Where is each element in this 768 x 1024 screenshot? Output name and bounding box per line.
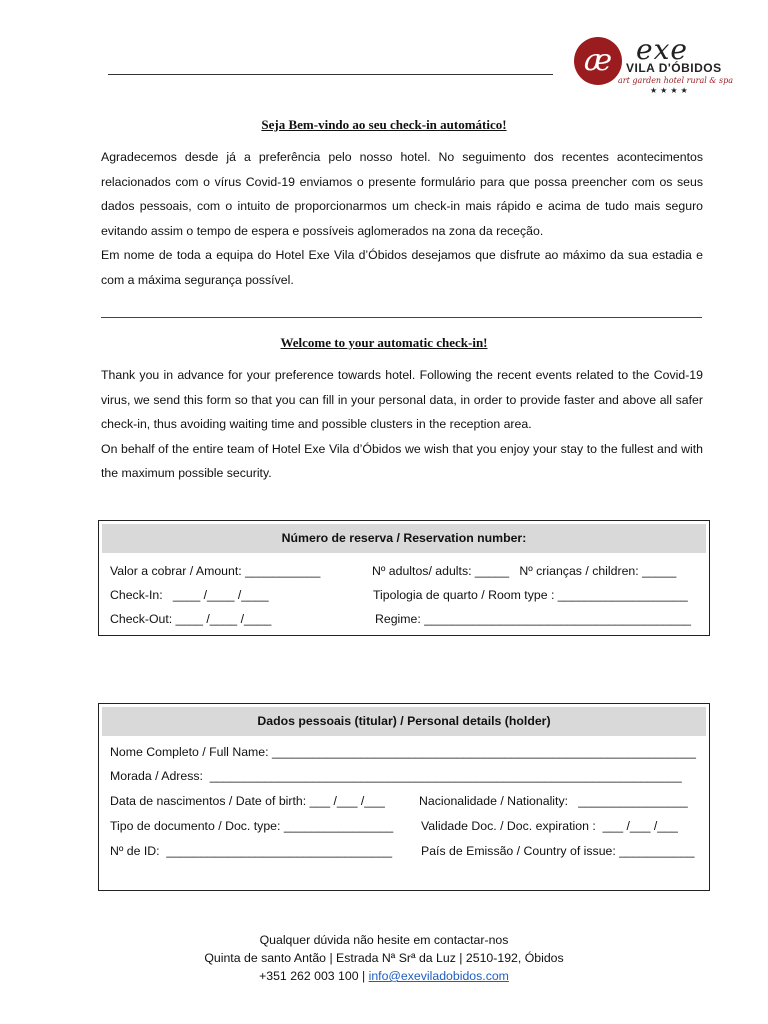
nationality-field[interactable]: Nacionalidade / Nationality: ________________ [419, 794, 688, 808]
signature-line [108, 74, 553, 75]
en-title: Welcome to your automatic check-in! [280, 335, 488, 350]
hotel-logo [574, 33, 733, 97]
reservation-header: Número de reserva / Reservation number: [102, 524, 706, 553]
footer-contact-line [0, 967, 768, 985]
address-field[interactable]: Morada / Adress: _____________________________________________________________________ [110, 769, 682, 783]
full-name-field[interactable]: Nome Completo / Full Name: ______________________________________________________________ [110, 745, 696, 759]
logo-name: VILA D'ÓBIDOS [626, 61, 722, 75]
logo-monogram: æ [574, 37, 622, 85]
logo-stars: ★★★★ [650, 86, 691, 95]
pt-paragraph-2: Em nome de toda a equipa do Hotel Exe Vila d’Óbidos desejamos que disfrute ao máximo da sua estadia e com a máxima segurança possível. [101, 248, 703, 287]
footer-address: Quinta de santo Antão | Estrada Nª Srª da Luz | 2510-192, Óbidos [204, 951, 564, 965]
footer-contact-note: Qualquer dúvida não hesite em contactar-nos [259, 933, 509, 947]
section-divider [101, 317, 702, 318]
country-issue-field[interactable]: País de Emissão / Country of issue: ___________ [421, 844, 695, 858]
checkin-field[interactable]: Check-In: ____ /____ /____ [110, 588, 269, 602]
id-number-field[interactable]: Nº de ID: _________________________________ [110, 844, 393, 858]
room-type-field[interactable]: Tipologia de quarto / Room type : ___________________ [373, 588, 688, 602]
pt-paragraph-1: Agradecemos desde já a preferência pelo nosso hotel. No seguimento dos recentes acontecimentos relacionados com o vírus Covid-19 enviamos o presente formulário para que possa preencher com os seus dados pessoais, com o intuito de proporcionarmos um check-in mais rápido e acima de tudo mais seguro evitando assim o tempo de espera e possíveis aglomerados na zona da receção. [101, 150, 703, 238]
pt-body [101, 145, 703, 293]
doc-type-field[interactable]: Tipo de documento / Doc. type: ________________ [110, 819, 394, 833]
footer [0, 931, 768, 985]
personal-header: Dados pessoais (titular) / Personal details (holder) [102, 707, 706, 736]
logo-brand: exe [636, 33, 688, 66]
regime-field[interactable]: Regime: _______________________________________ [375, 612, 691, 626]
pt-title: Seja Bem-vindo ao seu check-in automático! [261, 117, 507, 132]
checkout-field[interactable]: Check-Out: ____ /____ /____ [110, 612, 272, 626]
en-paragraph-2: On behalf of the entire team of Hotel Exe Vila d’Óbidos we wish that you enjoy your stay to the fullest and with the maximum possible security. [101, 441, 703, 481]
en-body [101, 363, 703, 486]
footer-phone: +351 262 003 100 | [259, 969, 369, 983]
logo-tagline: art garden hotel rural & spa [618, 76, 733, 85]
footer-email-link[interactable]: info@exeviladobidos.com [368, 969, 509, 983]
doc-expiry-field[interactable]: Validade Doc. / Doc. expiration : ___ /___ /___ [421, 819, 678, 833]
reservation-box [98, 520, 710, 636]
adults-children-field[interactable]: Nº adultos/ adults: _____ Nº crianças / children: _____ [372, 564, 677, 578]
amount-field[interactable]: Valor a cobrar / Amount: ___________ [110, 564, 321, 578]
en-paragraph-1: Thank you in advance for your preference towards hotel. Following the recent events related to the Covid-19 virus, we send this form so that you can fill in your personal data, in order to provide faster and above all safer check-in, thus avoiding waiting time and possible clusters in the reception area. [101, 368, 703, 432]
personal-details-box [98, 703, 710, 891]
dob-field[interactable]: Data de nascimentos / Date of birth: ___ /___ /___ [110, 794, 385, 808]
